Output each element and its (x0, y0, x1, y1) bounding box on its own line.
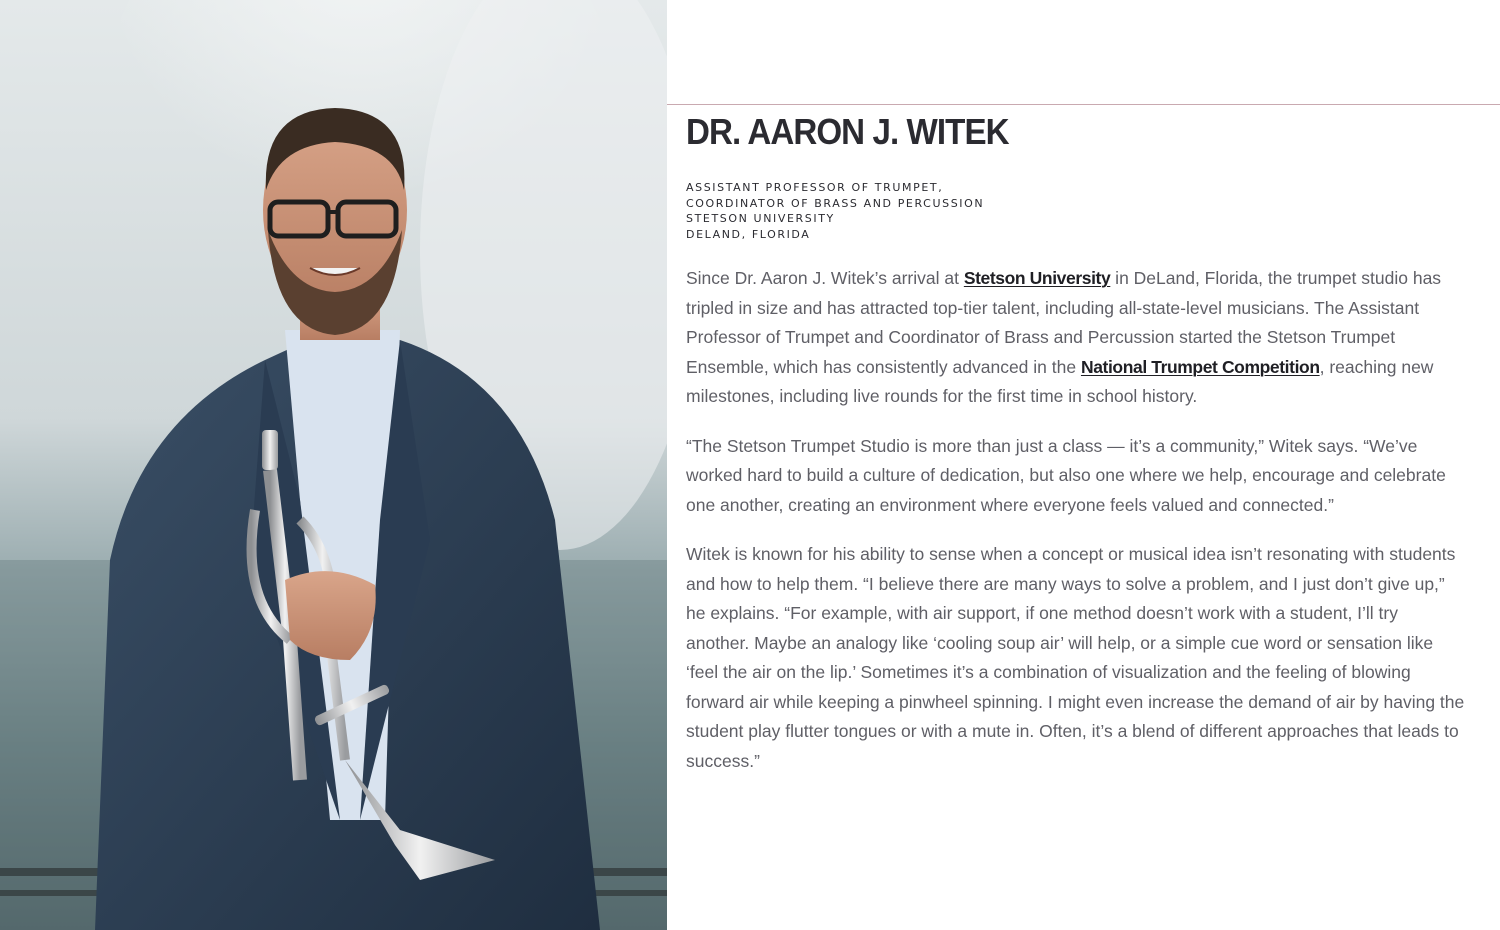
paragraph-teaching: Witek is known for his ability to sense when a concept or musical idea isn’t resonating with students and how to help them. “I believe there are many ways to solve a problem, and I just don’t give up,” he explains. “For example, with air support, if one method doesn’t work with a student, I’ll try another. Maybe an analogy like ‘cooling soup air’ will help, or a simple cue word or sensation like ‘feel the air on the lip.’ Sometimes it’s a combination of visualization and the feeling of blowing forward air while keeping a pinwheel spinning. I might even increase the demand of air by having the student play flutter tongues or with a mute in. Often, it’s a blend of different approaches that leads to success.” (686, 544, 1465, 771)
title-line: STETSON UNIVERSITY (686, 212, 835, 225)
header-divider (667, 104, 1500, 105)
profile-content (686, 112, 1466, 796)
paragraph-text: in DeLand, Florida, the trumpet studio has tripled in size and has attracted top-tier talent, including all-state-level musicians. The Assistant Professor of Trumpet and Coordinator of Brass and Percussion started the Stetson Trumpet Ensemble, which has consistently advanced in the (686, 268, 1442, 377)
title-line: DELAND, FLORIDA (686, 227, 811, 241)
stetson-university-link[interactable]: Stetson University (963, 268, 1111, 288)
position-titles (686, 180, 1466, 242)
paragraph-intro (686, 264, 1466, 412)
article-body (686, 264, 1466, 776)
paragraph-quote: “The Stetson Trumpet Studio is more than just a class — it’s a community,” Witek says. “We’ve worked hard to build a culture of dedication, but also one where we help, encourage and celebrate one another, creating an environment where everyone feels valued and connected.” (686, 435, 1446, 515)
paragraph-text: Since Dr. Aaron J. Witek’s arrival at (686, 268, 964, 288)
page-title: DR. AARON J. WITEK (686, 111, 1009, 152)
title-line: ASSISTANT PROFESSOR OF TRUMPET, (686, 181, 944, 194)
paragraph-text: , reaching new milestones, including live rounds for the first time in school history. (686, 356, 1434, 406)
title-line: COORDINATOR OF BRASS AND PERCUSSION (686, 196, 985, 210)
portrait-photo (0, 0, 667, 930)
national-trumpet-competition-link[interactable]: National Trumpet Competition (1080, 356, 1320, 377)
